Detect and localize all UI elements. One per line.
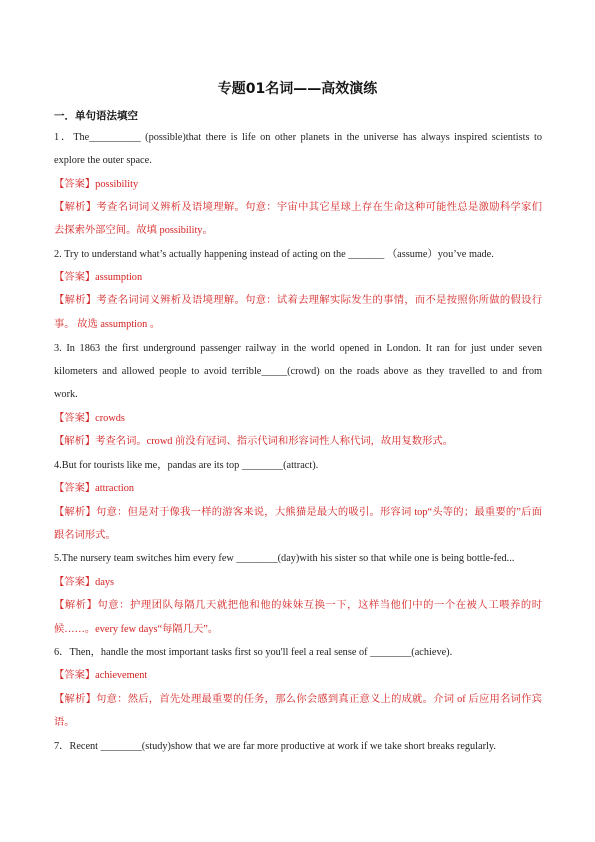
question-line: kilometers and allowed people to avoid terrible_____(crowd) on the roads above as they travelled to and from — [54, 366, 542, 377]
answer-explanation-line: 【解析】句意：但是对于像我一样的游客来说，大熊猫是最大的吸引。形容词 top“头等的；最重要的”后面 — [54, 507, 542, 518]
answer-explanation-line: 语。 — [54, 717, 75, 728]
question-line: explore the outer space. — [54, 155, 152, 166]
question-line: 4.But for tourists like me，pandas are its top ________(attract). — [54, 460, 319, 471]
question-line: 2. Try to understand what’s actually happening instead of acting on the _______ （assume）you’ve made. — [54, 249, 494, 260]
answer-explanation-line: 去探索外部空间。故填 possibility。 — [54, 225, 213, 236]
answer-explanation-line: 【答案】achievement — [54, 670, 148, 681]
question-line: 5.The nursery team switches him every few ________(day)with his sister so that while one is being bottle-fed... — [54, 553, 515, 564]
answer-explanation-line: 候……。every few days“每隔几天”。 — [54, 624, 219, 635]
answer-explanation-line: 【答案】possibility — [54, 179, 139, 190]
answer-explanation-line: 【解析】句意：然后，首先处理最重要的任务，那么你会感到真正意义上的成就。介词 of 后应用名词作宾 — [54, 694, 542, 705]
question-line: work. — [54, 389, 78, 400]
answer-explanation-line: 事。 故选 assumption 。 — [54, 319, 161, 330]
answer-explanation-line: 【解析】考查名词。crowd 前没有冠词、指示代词和形容词性人称代词，故用复数形式。 — [54, 436, 453, 447]
question-line: 1．The__________ (possible)that there is life on other planets in the universe has always inspired scientists to — [54, 132, 542, 143]
answer-explanation-line: 【答案】assumption — [54, 272, 143, 283]
section-heading: 一．单句语法填空 — [54, 110, 138, 122]
answer-explanation-line: 【解析】考查名词词义辨析及语境理解。句意：宇宙中其它星球上存在生命这种可能性总是激励科学家们 — [54, 202, 542, 213]
question-line: 6．Then，handle the most important tasks first so you'll feel a real sense of ________(achieve). — [54, 647, 453, 658]
answer-explanation-line: 【答案】crowds — [54, 413, 125, 424]
answer-explanation-line: 跟名词形式。 — [54, 530, 116, 541]
answer-explanation-line: 【答案】days — [54, 577, 115, 588]
answer-explanation-line: 【答案】attraction — [54, 483, 135, 494]
page-title: 专题01名词——高效演练 — [217, 81, 378, 97]
answer-explanation-line: 【解析】考查名词词义辨析及语境理解。句意：试着去理解实际发生的事情，而不是按照你所做的假设行 — [54, 295, 542, 306]
answer-explanation-line: 【解析】句意：护理团队每隔几天就把他和他的妹妹互换一下，这样当他们中的一个在被人工喂养的时 — [54, 600, 542, 611]
question-line: 3. In 1863 the first underground passenger railway in the world opened in London. It ran for just under seven — [54, 343, 542, 354]
question-line: 7．Recent ________(study)show that we are far more productive at work if we take short breaks regularly. — [54, 741, 496, 752]
